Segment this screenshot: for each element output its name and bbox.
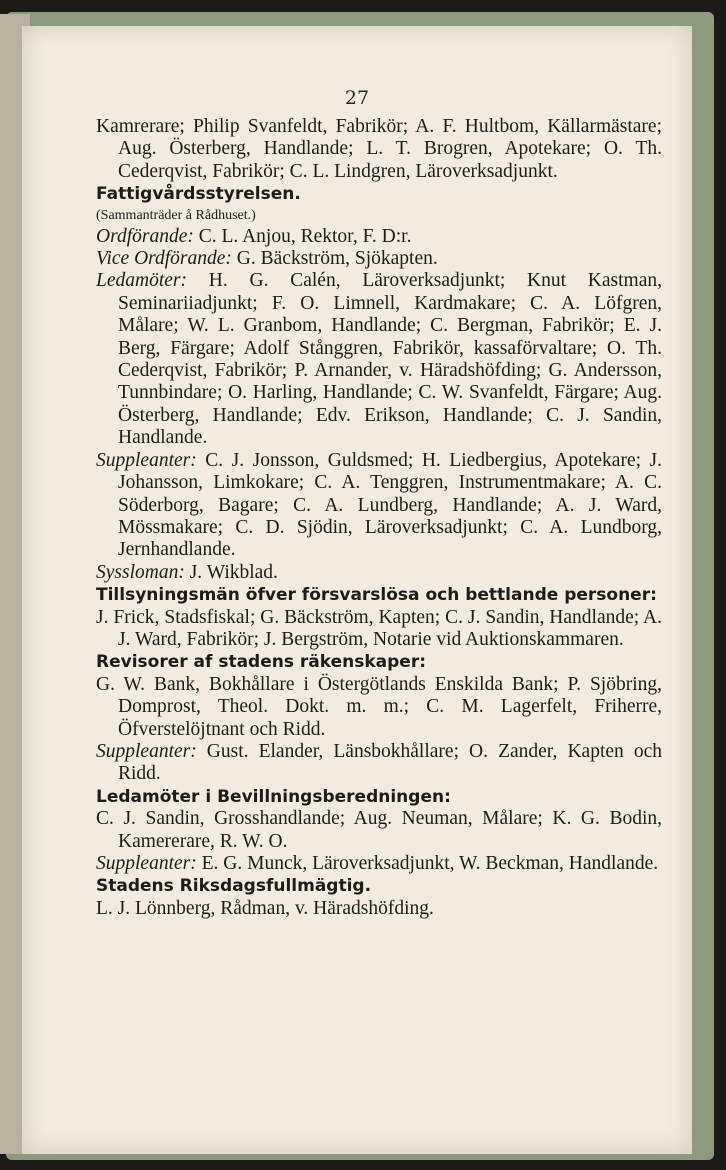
suppleanter-role: Suppleanter: [96, 449, 197, 471]
revisorer-suppleanter-text: Gust. Elander, Länsbokhållare; O. Zander, Kapten och Ridd. [118, 740, 662, 785]
syssloman-text: J. Wikblad. [184, 561, 278, 583]
riksdagsfullmagtig-heading: Stadens Riksdagsfullmägtig. [96, 876, 372, 897]
fattigvardsstyrelsen-subheading: (Sammanträder å Rådhuset.) [96, 207, 256, 223]
ordforande-text: C. L. Anjou, Rektor, F. D:r. [193, 225, 412, 247]
bevillningsberedningen-paragraph: C. J. Sandin, Grosshandlande; Aug. Neuman, Målare; K. G. Bodin, Kamererare, R. W. O. [96, 808, 662, 852]
revisorer-heading: Revisorer af stadens räkenskaper: [96, 652, 426, 673]
ledamoter-paragraph [96, 270, 662, 449]
vice-ordforande-role: Vice Ordförande: [96, 248, 232, 270]
ledamoter-role: Ledamöter: [96, 270, 187, 292]
bevillningsberedningen-suppleanter-role: Suppleanter: [96, 853, 197, 874]
fattigvardsstyrelsen-heading: Fattigvårdsstyrelsen. [96, 184, 301, 205]
bevillningsberedningen-heading: Ledamöter i Bevillningsberedningen: [96, 786, 451, 807]
revisorer-suppleanter-paragraph [96, 741, 662, 786]
tillsyningsman-paragraph: J. Frick, Stadsfiskal; G. Bäckström, Kapten; C. J. Sandin, Handlande; A. J. Ward, Fabrikör; J. Bergström, Notarie vid Auktionskammaren. [96, 606, 662, 650]
page-number: 27 [344, 87, 370, 109]
page-text [96, 116, 662, 920]
tillsyningsman-heading: Tillsyningsmän öfver försvarslösa och bettlande personer: [96, 585, 657, 606]
revisorer-suppleanter-role: Suppleanter: [96, 740, 197, 762]
syssloman-paragraph [96, 562, 662, 584]
ledamoter-text: H. G. Calén, Läroverksadjunkt; Knut Kastman, Seminariiadjunkt; F. O. Limnell, Kardmakare; C. A. Löfgren, Målare; W. L. Granbom, Handlande; C. Bergman, Fabrikör; E. J. Berg, Färgare; Adolf Stånggren, Fabrikör, kassaförvaltare; O. Th. Cederqvist, Fabrikör; P. Arnander, v. Häradshöfding; G. Andersson, Tunnbindare; O. Harling, Handlande; C. W. Svanfeldt, Färgare; Aug. Österberg, Handlande; Edv. Erikson, Handlande; C. J. Sandin, Handlande. [118, 270, 662, 449]
bevillningsberedningen-suppleanter-text: E. G. Munck, Läroverksadjunkt, W. Beckman, Handlande. [196, 853, 659, 874]
ordforande-paragraph [96, 226, 662, 248]
suppleanter-paragraph [96, 450, 662, 562]
revisorer-paragraph: G. W. Bank, Bokhållare i Östergötlands Enskilda Bank; P. Sjöbring, Domprost, Theol. Dokt. m. m.; C. M. Lagerfelt, Friherre, Öfverstelöjtnant och Ridd. [96, 673, 662, 740]
suppleanter-text: C. J. Jonsson, Guldsmed; H. Liedbergius, Apotekare; J. Johansson, Limkokare; C. A. Tenggren, Instrumentmakare; A. C. Söderborg, Bagare; C. A. Lundberg, Handlande; A. J. Ward, Mössmakare; C. D. Sjödin, Läroverksadjunkt; C. A. Lundborg, Jernhandlande. [118, 449, 662, 561]
book-page [22, 26, 692, 1154]
vice-ordforande-paragraph [96, 248, 662, 270]
vice-ordforande-text: G. Bäckström, Sjökapten. [231, 248, 438, 270]
ordforande-role: Ordförande: [96, 225, 194, 247]
kamrerare-paragraph: Kamrerare; Philip Svanfeldt, Fabrikör; A. F. Hultbom, Källarmästare; Aug. Österberg, Handlande; L. T. Brogren, Apotekare; O. Th. Cederqvist, Fabrikör; C. L. Lindgren, Läroverksadjunkt. [96, 116, 662, 182]
riksdagsfullmagtig-paragraph: L. J. Lönnberg, Rådman, v. Häradshöfding. [96, 897, 434, 919]
syssloman-role: Sysslоman: [96, 561, 185, 583]
bevillningsberedningen-suppleanter-paragraph [96, 853, 662, 875]
